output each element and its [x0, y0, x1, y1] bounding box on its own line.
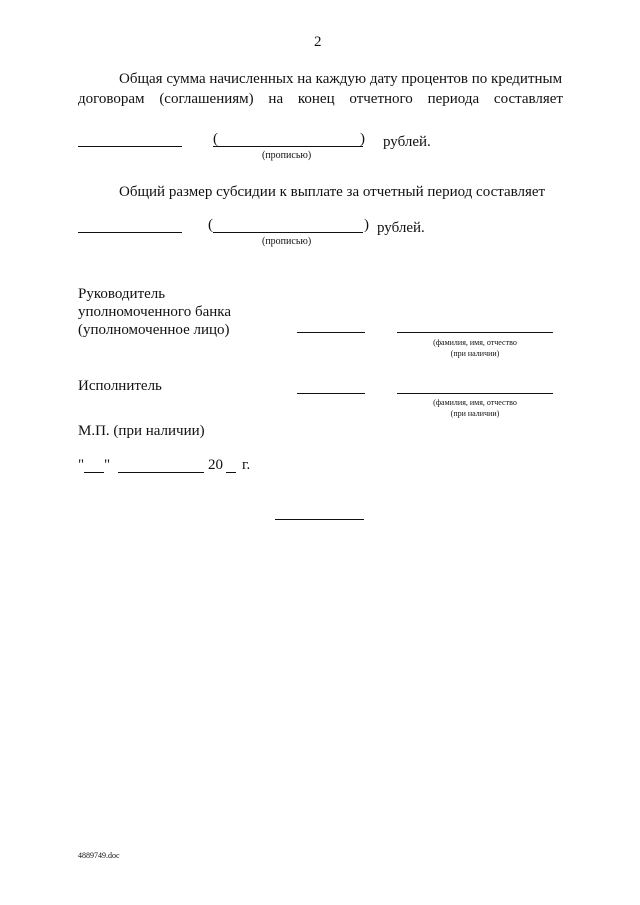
signatory1-caption-line1: (фамилия, имя, отчество	[433, 338, 517, 347]
amount2-words-line	[213, 232, 363, 233]
amount2-open-paren: (	[208, 217, 213, 233]
word: конец	[297, 91, 335, 107]
date-year-suffix: г.	[242, 457, 251, 473]
date-close-quote: "	[104, 457, 111, 473]
signatory2-caption-line1: (фамилия, имя, отчество	[433, 398, 517, 407]
signatory2-label: Исполнитель	[78, 378, 162, 394]
amount2-close-paren: )	[364, 217, 369, 233]
amount1-currency: рублей.	[383, 134, 431, 150]
signatory1-name-line	[397, 332, 553, 333]
amount1-open-paren: (	[213, 131, 218, 147]
stamp-label: М.П. (при наличии)	[78, 423, 205, 439]
amount1-figure-line	[78, 146, 182, 147]
word: отчетного	[349, 91, 413, 107]
amount2-caption: (прописью)	[262, 236, 312, 247]
date-year-line	[226, 472, 236, 473]
signatory2-name-line	[397, 393, 553, 394]
date-open-quote: "	[78, 457, 85, 473]
signatory2-signature-line	[297, 393, 365, 394]
date-month-line	[118, 472, 204, 473]
amount2-currency: рублей.	[377, 220, 425, 236]
amount1-words-line	[213, 146, 363, 147]
date-year-prefix: 20	[208, 457, 223, 473]
amount2-figure-line	[78, 232, 182, 233]
signatory1-signature-line	[297, 332, 365, 333]
amount1-close-paren: )	[360, 131, 365, 147]
signatory1-caption-line2: (при наличии)	[450, 349, 500, 358]
footer-filename: 4889749.doc	[78, 851, 120, 860]
signatory1-line2: уполномоченного банка	[78, 304, 231, 320]
paragraph2: Общий размер субсидии к выплате за отчетный период составляет	[119, 184, 546, 200]
page-number: 2	[314, 34, 322, 50]
word: периода	[427, 91, 480, 107]
word: составляет	[493, 91, 563, 107]
word: (соглашениям)	[159, 91, 254, 107]
paragraph1-line1: Общая сумма начисленных на каждую дату процентов по кредитным	[119, 71, 563, 87]
word: на	[268, 91, 284, 107]
amount1-caption: (прописью)	[262, 150, 312, 161]
separator-line	[275, 519, 364, 520]
word: договорам	[78, 91, 145, 107]
signatory2-caption-line2: (при наличии)	[450, 409, 500, 418]
signatory1-line1: Руководитель	[78, 286, 166, 302]
paragraph1-line2	[78, 90, 563, 108]
signatory1-line3: (уполномоченное лицо)	[78, 322, 230, 338]
date-day-line	[84, 472, 104, 473]
